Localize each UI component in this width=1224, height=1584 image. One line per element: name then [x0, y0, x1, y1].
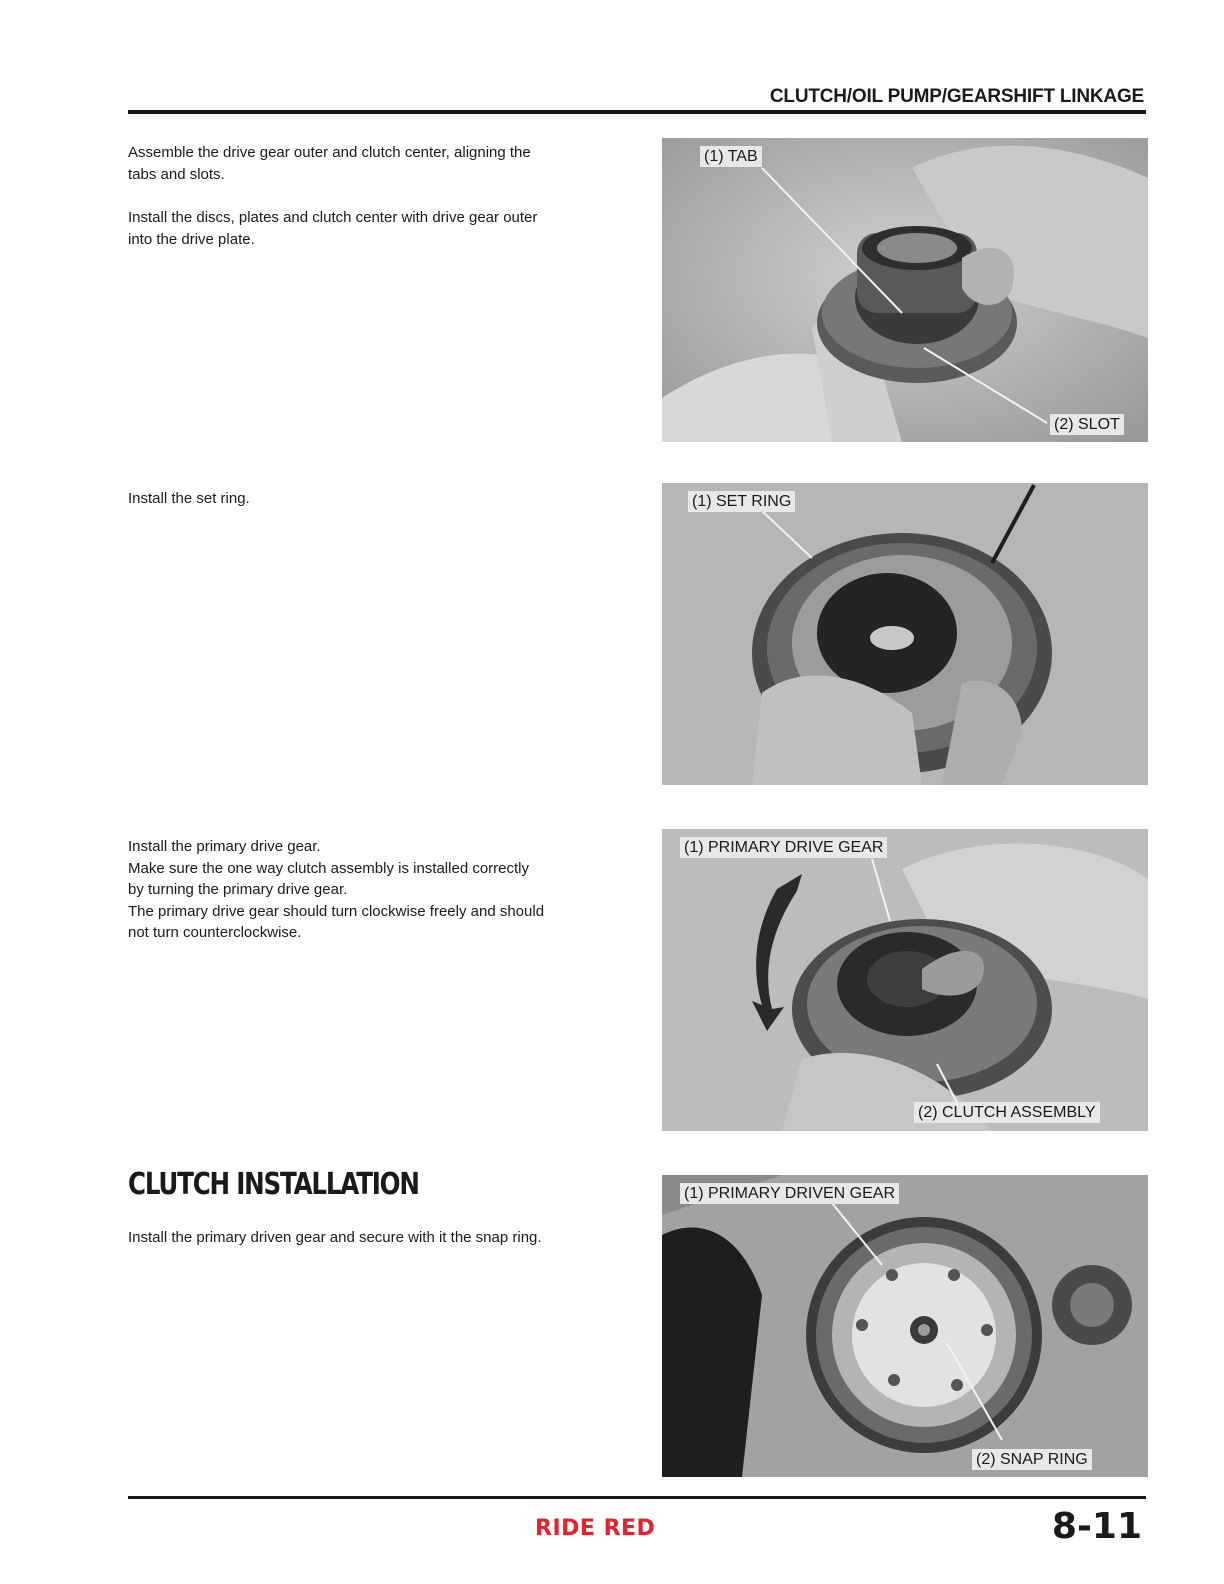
page-number: 8-11	[1051, 1506, 1142, 1547]
photo-tab-slot-illustration	[662, 138, 1148, 442]
text-line: by turning the primary drive gear.	[128, 881, 348, 898]
header-rule	[128, 110, 1146, 114]
step-3-text	[128, 836, 638, 966]
step-1-paragraph-2	[128, 207, 638, 250]
photo-primary-driven-gear-illustration	[662, 1175, 1148, 1477]
text-line: Assemble the drive gear outer and clutch center, aligning the	[128, 144, 531, 161]
section-header-title: CLUTCH/OIL PUMP/GEARSHIFT LINKAGE	[769, 86, 1144, 107]
photo-primary-driven-gear	[662, 1175, 1148, 1477]
figure-label-primary-driven-gear: (1) PRIMARY DRIVEN GEAR	[680, 1183, 899, 1204]
step-2-text	[128, 488, 638, 532]
step-3-paragraph-1	[128, 836, 638, 944]
footer-brand: RIDE RED	[535, 1516, 656, 1541]
footer-rule	[128, 1496, 1146, 1499]
step-2-paragraph-1	[128, 488, 638, 510]
text-line: The primary drive gear should turn clockwise freely and should	[128, 902, 545, 920]
step-1-paragraph-1	[128, 142, 638, 185]
figure-label-slot: (2) SLOT	[1050, 414, 1124, 435]
figure-label-snap-ring: (2) SNAP RING	[972, 1449, 1092, 1470]
step-4-paragraph-1	[128, 1227, 638, 1249]
photo-set-ring	[662, 483, 1148, 785]
figure-label-tab: (1) TAB	[700, 146, 762, 167]
text-line: not turn counterclockwise.	[128, 924, 302, 941]
text-line: tabs and slots.	[128, 165, 225, 183]
photo-set-ring-illustration	[662, 483, 1148, 785]
step-4-text	[128, 1227, 638, 1271]
text-line: Install the set ring.	[128, 490, 250, 507]
photo-tab-slot	[662, 138, 1148, 442]
text-line: Install the primary drive gear.	[128, 838, 321, 855]
text-line: into the drive plate.	[128, 230, 255, 248]
figure-label-set-ring: (1) SET RING	[688, 491, 795, 512]
figure-label-clutch-assembly: (2) CLUTCH ASSEMBLY	[914, 1102, 1100, 1123]
photo-primary-drive-gear	[662, 829, 1148, 1131]
photo-primary-drive-gear-illustration	[662, 829, 1148, 1131]
text-line: Install the primary driven gear and secure with it the snap ring.	[128, 1229, 542, 1246]
text-line: Make sure the one way clutch assembly is installed correctly	[128, 859, 530, 877]
figure-label-primary-drive-gear: (1) PRIMARY DRIVE GEAR	[680, 837, 887, 858]
text-line: Install the discs, plates and clutch center with drive gear outer	[128, 209, 538, 226]
section-title-clutch-installation: CLUTCH INSTALLATION	[128, 1167, 419, 1202]
step-1-text	[128, 142, 638, 272]
